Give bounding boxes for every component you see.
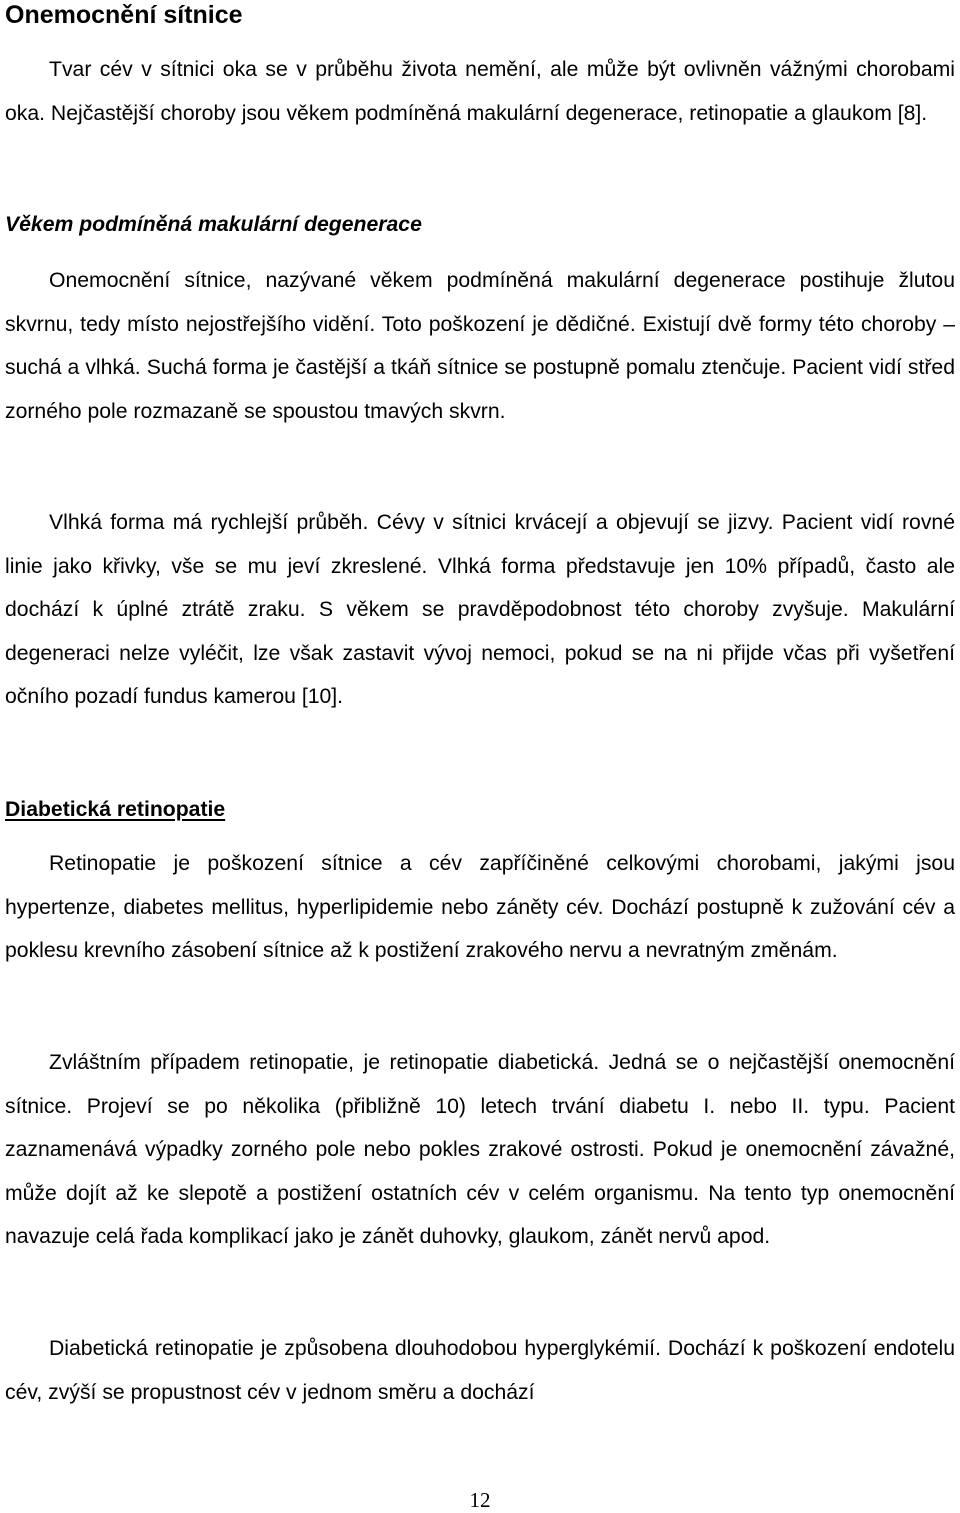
intro-paragraph — [5, 48, 955, 135]
page-title: Onemocnění sítnice — [5, 1, 243, 29]
amd-paragraph-1-text: Onemocnění sítnice, nazývané věkem podmíněná makulární degenerace postihuje žlutou skvrnu, tedy místo nejostřejšího vidění. Toto poškození je dědičné. Existují dvě formy této choroby – suchá a vlhká. Suchá forma je častější a tkáň sítnice se postupně pomalu ztenčuje. Pacient vidí střed zorného pole rozmazaně se spoustou tmavých skvrn. — [5, 269, 955, 423]
section-heading-amd: Věkem podmíněná makulární degenerace — [5, 213, 422, 236]
page-number: 12 — [469, 1488, 491, 1512]
retinopathy-paragraph-1-text: Retinopatie je poškození sítnice a cév zapříčiněné celkovými chorobami, jakými jsou hypertenze, diabetes mellitus, hyperlipidemie nebo záněty cév. Dochází postupně k zužování cév a poklesu krevního zásobení sítnice až k postižení zrakového nervu a nevratným změnám. — [5, 852, 955, 963]
amd-paragraph-1 — [5, 259, 955, 433]
amd-paragraph-2-text: Vlhká forma má rychlejší průběh. Cévy v sítnici krvácejí a objevují se jizvy. Pacient vidí rovné linie jako křivky, vše se mu jeví zkreslené. Vlhká forma představuje jen 10% případů, často ale dochází k úplné ztrátě zraku. S věkem se pravděpodobnost této choroby zvyšuje. Makulární degeneraci nelze vyléčit, lze však zastavit vývoj nemoci, pokud se na ni přijde včas při vyšetření očního pozadí fundus kamerou [10]. — [5, 511, 955, 709]
retinopathy-paragraph-3-text: Diabetická retinopatie je způsobena dlouhodobou hyperglykémií. Dochází k poškození endotelu cév, zvýší se propustnost cév v jednom směru a dochází — [5, 1337, 955, 1404]
retinopathy-paragraph-3 — [5, 1327, 955, 1414]
retinopathy-paragraph-1 — [5, 842, 955, 973]
section-heading-diabetic-retinopathy: Diabetická retinopatie — [5, 798, 226, 821]
amd-paragraph-2 — [5, 501, 955, 719]
retinopathy-paragraph-2-text: Zvláštním případem retinopatie, je retinopatie diabetická. Jedná se o nejčastější onemocnění sítnice. Projeví se po několika (přibližně 10) letech trvání diabetu I. nebo II. typu. Pacient zaznamenává výpadky zorného pole nebo pokles zrakové ostrosti. Pokud je onemocnění závažné, může dojít až ke slepotě a postižení ostatních cév v celém organismu. Na tento typ onemocnění navazuje celá řada komplikací jako je zánět duhovky, glaukom, zánět nervů apod. — [5, 1051, 955, 1249]
intro-paragraph-text: Tvar cév v sítnici oka se v průběhu života nemění, ale může být ovlivněn vážnými chorobami oka. Nejčastější choroby jsou věkem podmíněná makulární degenerace, retinopatie a glaukom [8]. — [5, 58, 955, 125]
retinopathy-paragraph-2 — [5, 1041, 955, 1259]
